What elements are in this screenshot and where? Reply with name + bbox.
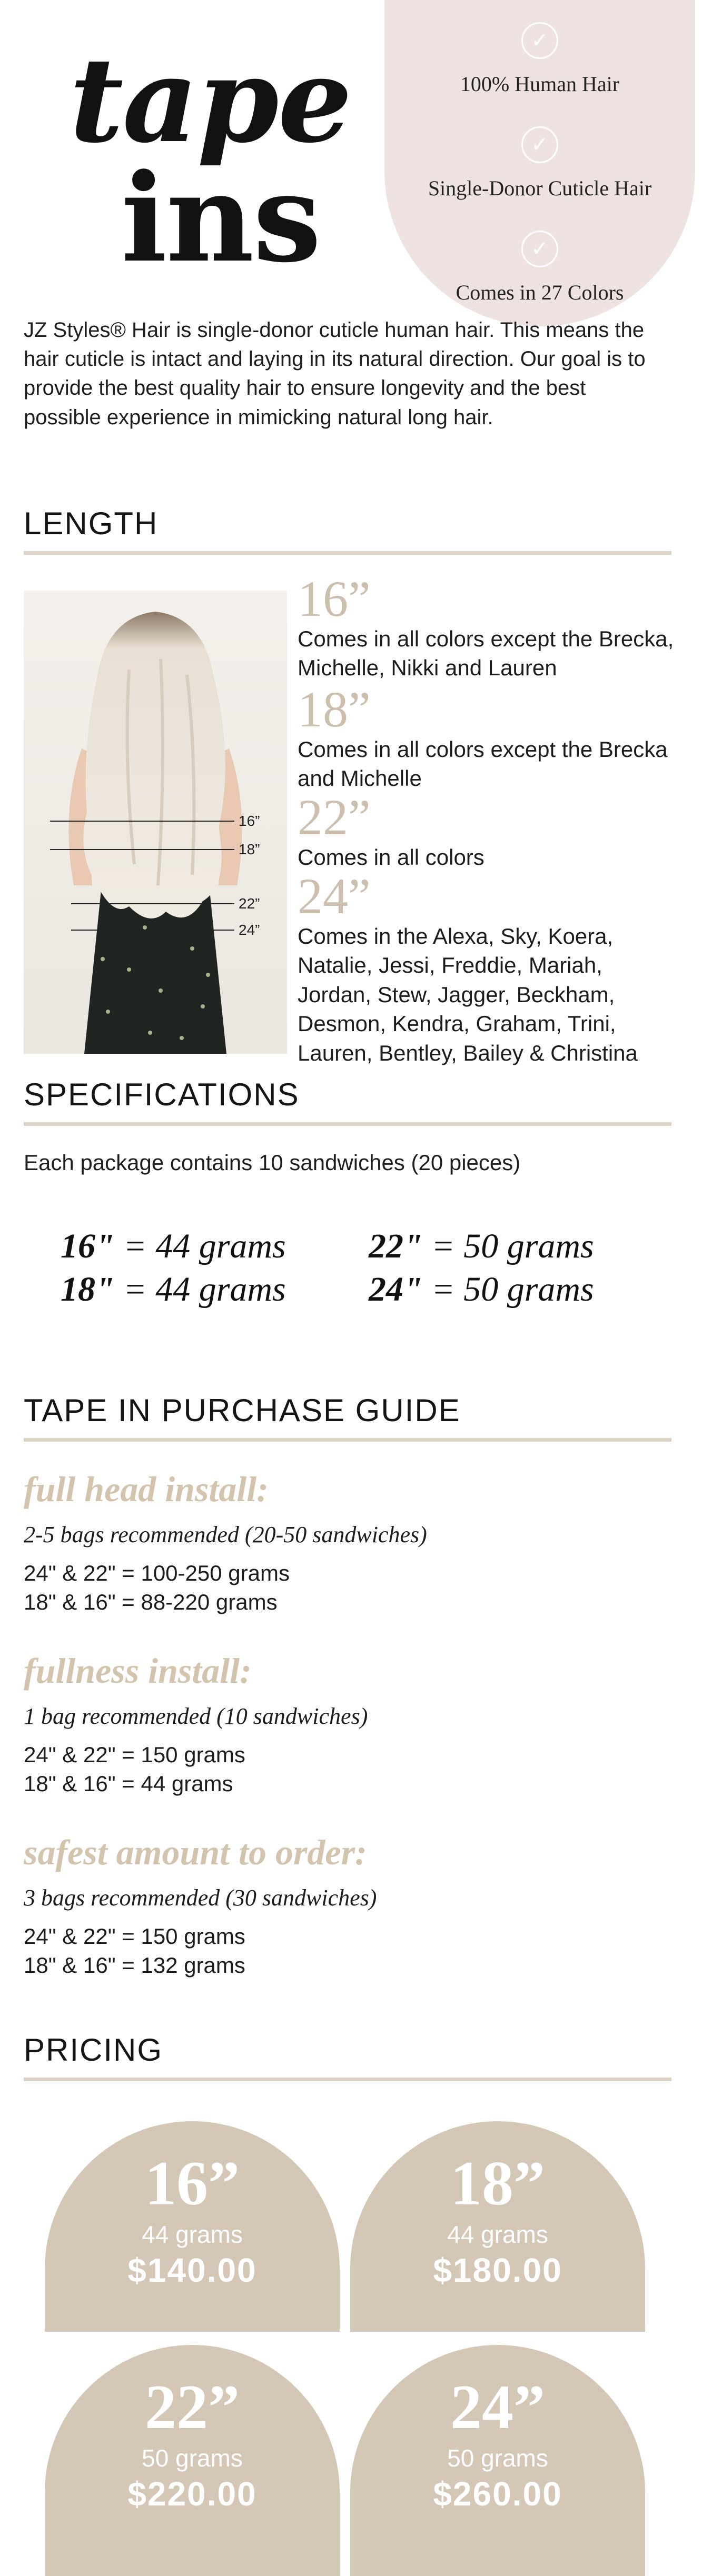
- weight-text: = 50 grams: [431, 1227, 594, 1265]
- length-item-16: [298, 571, 677, 683]
- hair-length-photo: [24, 591, 287, 1054]
- guide-line: 24" & 22" = 150 grams: [24, 1742, 245, 1767]
- length-desc: Comes in all colors except the Brecka, Michelle, Nikki and Lauren: [298, 626, 674, 681]
- purchase-guide-heading: TAPE IN PURCHASE GUIDE: [24, 1392, 671, 1442]
- length-size: 16”: [298, 571, 371, 627]
- guide-line: 24" & 22" = 150 grams: [24, 1924, 245, 1949]
- price-size: 18”: [450, 2148, 545, 2218]
- photo-marker-22: 22”: [239, 895, 260, 912]
- guide-line: 18" & 16" = 88-220 grams: [24, 1590, 278, 1614]
- weight-size: 18": [61, 1270, 115, 1309]
- price-amount: $180.00: [433, 2251, 562, 2289]
- guide-title-safest: safest amount to order:: [24, 1832, 367, 1872]
- guide-rec-full-head: 2-5 bags recommended (20-50 sandwiches): [24, 1522, 427, 1547]
- photo-marker-24: 24”: [239, 922, 260, 938]
- length-desc: Comes in all colors except the Brecka and Michelle: [298, 737, 668, 791]
- package-contents: Each package contains 10 sandwiches (20 pieces): [24, 1150, 521, 1175]
- length-item-18: [298, 681, 677, 793]
- photo-marker-16: 16”: [239, 813, 260, 829]
- guide-line: 18" & 16" = 132 grams: [24, 1953, 245, 1978]
- price-grams: 50 grams: [447, 2444, 548, 2472]
- feature-label: Comes in 27 Colors: [456, 281, 624, 304]
- title-tape: tape: [70, 32, 351, 169]
- weight-18: [61, 1270, 286, 1310]
- guide-title-fullness: fullness install:: [24, 1651, 252, 1691]
- length-item-22: [298, 789, 677, 872]
- guide-rec-fullness: 1 bag recommended (10 sandwiches): [24, 1703, 368, 1729]
- check-circle-icon: ✓: [521, 231, 558, 267]
- weight-size: 22": [369, 1227, 423, 1265]
- guide-line: 18" & 16" = 44 grams: [24, 1771, 233, 1796]
- length-desc: Comes in the Alexa, Sky, Koera, Natalie, Jessi, Freddie, Mariah, Jordan, Stew, Jagger, Beckham, Desmon, Kendra, Graham, Trini, Lauren, Bentley, Bailey & Christina: [298, 924, 638, 1065]
- price-grams: 50 grams: [142, 2444, 243, 2472]
- weight-text: = 44 grams: [123, 1270, 286, 1309]
- price-card-18[interactable]: [350, 2121, 645, 2332]
- feature-label: 100% Human Hair: [460, 72, 620, 96]
- pricing-heading: PRICING: [24, 2032, 671, 2081]
- length-item-24: [298, 868, 677, 1067]
- price-grams: 44 grams: [447, 2221, 548, 2248]
- weight-size: 24": [369, 1270, 423, 1309]
- guide-rec-safest: 3 bags recommended (30 sandwiches): [24, 1885, 377, 1911]
- length-size: 22”: [298, 789, 371, 845]
- feature-label: Single-Donor Cuticle Hair: [428, 176, 652, 200]
- intro-paragraph: JZ Styles® Hair is single-donor cuticle human hair. This means the hair cuticle is intact and laying in its natural direction. Our goal is to provide the best quality hair to ensure longevity and the best possible experience in mimicking natural long hair.: [24, 318, 646, 429]
- weight-text: = 50 grams: [431, 1270, 594, 1309]
- guide-line: 24" & 22" = 100-250 grams: [24, 1561, 290, 1585]
- length-heading: LENGTH: [24, 505, 671, 555]
- length-desc: Comes in all colors: [298, 845, 485, 870]
- weight-24: [369, 1270, 594, 1310]
- guide-title-full-head: full head install:: [24, 1469, 269, 1509]
- check-circle-icon: ✓: [521, 126, 558, 163]
- price-size: 22”: [145, 2372, 240, 2442]
- weight-16: [61, 1226, 286, 1266]
- price-amount: $260.00: [433, 2475, 562, 2513]
- weight-text: = 44 grams: [123, 1227, 286, 1265]
- price-grams: 44 grams: [142, 2221, 243, 2248]
- price-card-24[interactable]: [350, 2345, 645, 2576]
- specifications-heading: SPECIFICATIONS: [24, 1076, 671, 1126]
- features-panel: [384, 0, 695, 326]
- feature-human-hair: [384, 22, 695, 96]
- weight-22: [369, 1226, 594, 1266]
- weight-size: 16": [61, 1227, 115, 1265]
- price-size: 16”: [145, 2148, 240, 2218]
- title-ins: ins: [121, 147, 321, 289]
- photo-marker-18: 18”: [239, 841, 260, 857]
- length-size: 24”: [298, 868, 371, 924]
- price-size: 24”: [450, 2372, 545, 2442]
- check-circle-icon: ✓: [521, 22, 558, 59]
- feature-single-donor: [384, 126, 695, 201]
- price-card-16[interactable]: [45, 2121, 340, 2332]
- feature-colors: [384, 231, 695, 305]
- price-card-22[interactable]: [45, 2345, 340, 2576]
- length-size: 18”: [298, 681, 371, 737]
- price-amount: $140.00: [127, 2251, 257, 2289]
- price-amount: $220.00: [127, 2475, 257, 2513]
